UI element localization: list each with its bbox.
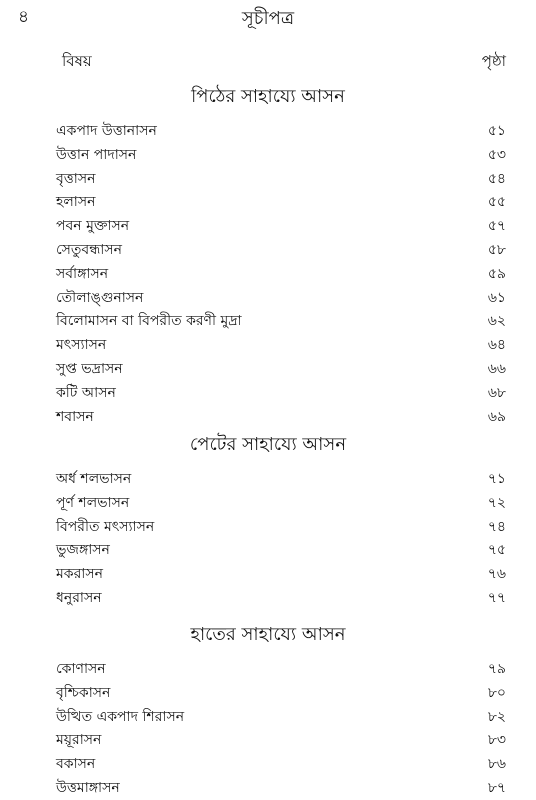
- list-item: [56, 587, 506, 609]
- list-item: [56, 144, 506, 166]
- entry-page-number: ৬১: [487, 289, 506, 306]
- entry-title: ধনুরাসন: [56, 590, 102, 606]
- entry-title: সেতুবন্ধাসন: [56, 242, 122, 258]
- entry-title: হলাসন: [56, 194, 96, 211]
- entry-title: উত্তান পাদাসন: [56, 146, 137, 163]
- list-item: [56, 706, 506, 728]
- entry-title: বৃশ্চিকাসন: [56, 684, 111, 701]
- page-column-label: পৃষ্ঠা: [481, 52, 506, 70]
- entry-title: পূর্ণ শলভাসন: [56, 494, 130, 511]
- entry-page-number: ৭৪: [487, 518, 506, 535]
- entry-page-number: ৫৮: [487, 242, 506, 258]
- list-item: [56, 334, 506, 356]
- list-item: [56, 382, 506, 404]
- entry-page-number: ৫৩: [487, 146, 506, 163]
- entry-title: শবাসন: [56, 408, 94, 425]
- subject-column-label: বিষয়: [62, 52, 92, 70]
- list-item: [56, 406, 506, 428]
- entry-page-number: ৭৫: [487, 542, 506, 559]
- entry-page-number: ৭৬: [487, 566, 506, 583]
- entry-page-number: ৬৮: [487, 384, 506, 401]
- entry-title: বিপরীত মৎস্যাসন: [56, 518, 155, 535]
- entry-title: উত্তমাঙ্গাসন: [56, 780, 120, 796]
- list-item: [56, 287, 506, 309]
- list-item: [56, 539, 506, 561]
- entry-page-number: ৮০: [487, 684, 506, 701]
- entry-title: ভুজঙ্গাসন: [56, 542, 110, 559]
- entry-page-number: ৫১: [487, 123, 506, 139]
- list-item: [56, 729, 506, 751]
- entry-title: একপাদ উত্তানাসন: [56, 123, 157, 139]
- list-item: [56, 310, 506, 332]
- list-item: [56, 358, 506, 380]
- entry-page-number: ৫৭: [487, 218, 506, 235]
- entry-page-number: ৬২: [487, 313, 506, 330]
- entry-title: বকাসন: [56, 756, 96, 773]
- entry-page-number: ৭২: [487, 494, 506, 511]
- entry-page-number: ৮৩: [487, 732, 506, 749]
- entry-page-number: ৭১: [487, 471, 506, 487]
- entry-title: ময়ূরাসন: [56, 732, 102, 749]
- page-title: সূচীপত্র: [241, 8, 295, 29]
- entry-title: কোণাসন: [56, 661, 106, 677]
- section-heading: পেটের সাহায্যে আসন: [189, 434, 347, 455]
- list-item: [56, 168, 506, 190]
- entry-page-number: ৫৪: [487, 170, 506, 187]
- entry-title: উত্থিত একপাদ শিরাসন: [56, 708, 185, 725]
- list-item: [56, 468, 506, 490]
- entry-page-number: ৫৯: [487, 265, 506, 282]
- entry-title: মকরাসন: [56, 566, 103, 583]
- entry-page-number: ৮২: [487, 708, 506, 725]
- entry-page-number: ৮৬: [487, 756, 506, 773]
- list-item: [56, 658, 506, 680]
- list-item: [56, 215, 506, 237]
- list-item: [56, 191, 506, 213]
- list-item: [56, 120, 506, 142]
- entry-title: অর্ধ শলভাসন: [56, 471, 132, 487]
- entry-page-number: ৬৯: [487, 408, 506, 425]
- section-heading: পিঠের সাহায্যে আসন: [191, 86, 345, 107]
- list-item: [56, 777, 506, 799]
- entry-title: বিলোমাসন বা বিপরীত করণী মুদ্রা: [56, 313, 242, 330]
- list-item: [56, 753, 506, 775]
- list-item: [56, 239, 506, 261]
- entry-title: কটি আসন: [56, 384, 116, 401]
- entry-title: তৌলাঙ্গুনাসন: [56, 289, 144, 306]
- section-heading: হাতের সাহায্যে আসন: [190, 624, 346, 645]
- entry-page-number: ৭৯: [487, 661, 506, 677]
- list-item: [56, 492, 506, 514]
- entry-page-number: ৭৭: [487, 590, 506, 606]
- entry-page-number: ৫৫: [487, 194, 506, 211]
- list-item: [56, 682, 506, 704]
- entry-title: সর্বাঙ্গাসন: [56, 265, 109, 282]
- page-number: ৪: [18, 7, 30, 27]
- entry-page-number: ৬৪: [487, 337, 506, 354]
- entry-title: মৎস্যাসন: [56, 337, 107, 354]
- entry-page-number: ৬৬: [487, 361, 506, 377]
- list-item: [56, 516, 506, 538]
- entry-title: পবন মুক্তাসন: [56, 218, 130, 235]
- entry-page-number: ৮৭: [487, 780, 506, 796]
- entry-title: বৃত্তাসন: [56, 170, 96, 187]
- list-item: [56, 563, 506, 585]
- list-item: [56, 263, 506, 285]
- entry-title: সুপ্ত ভদ্রাসন: [56, 361, 123, 377]
